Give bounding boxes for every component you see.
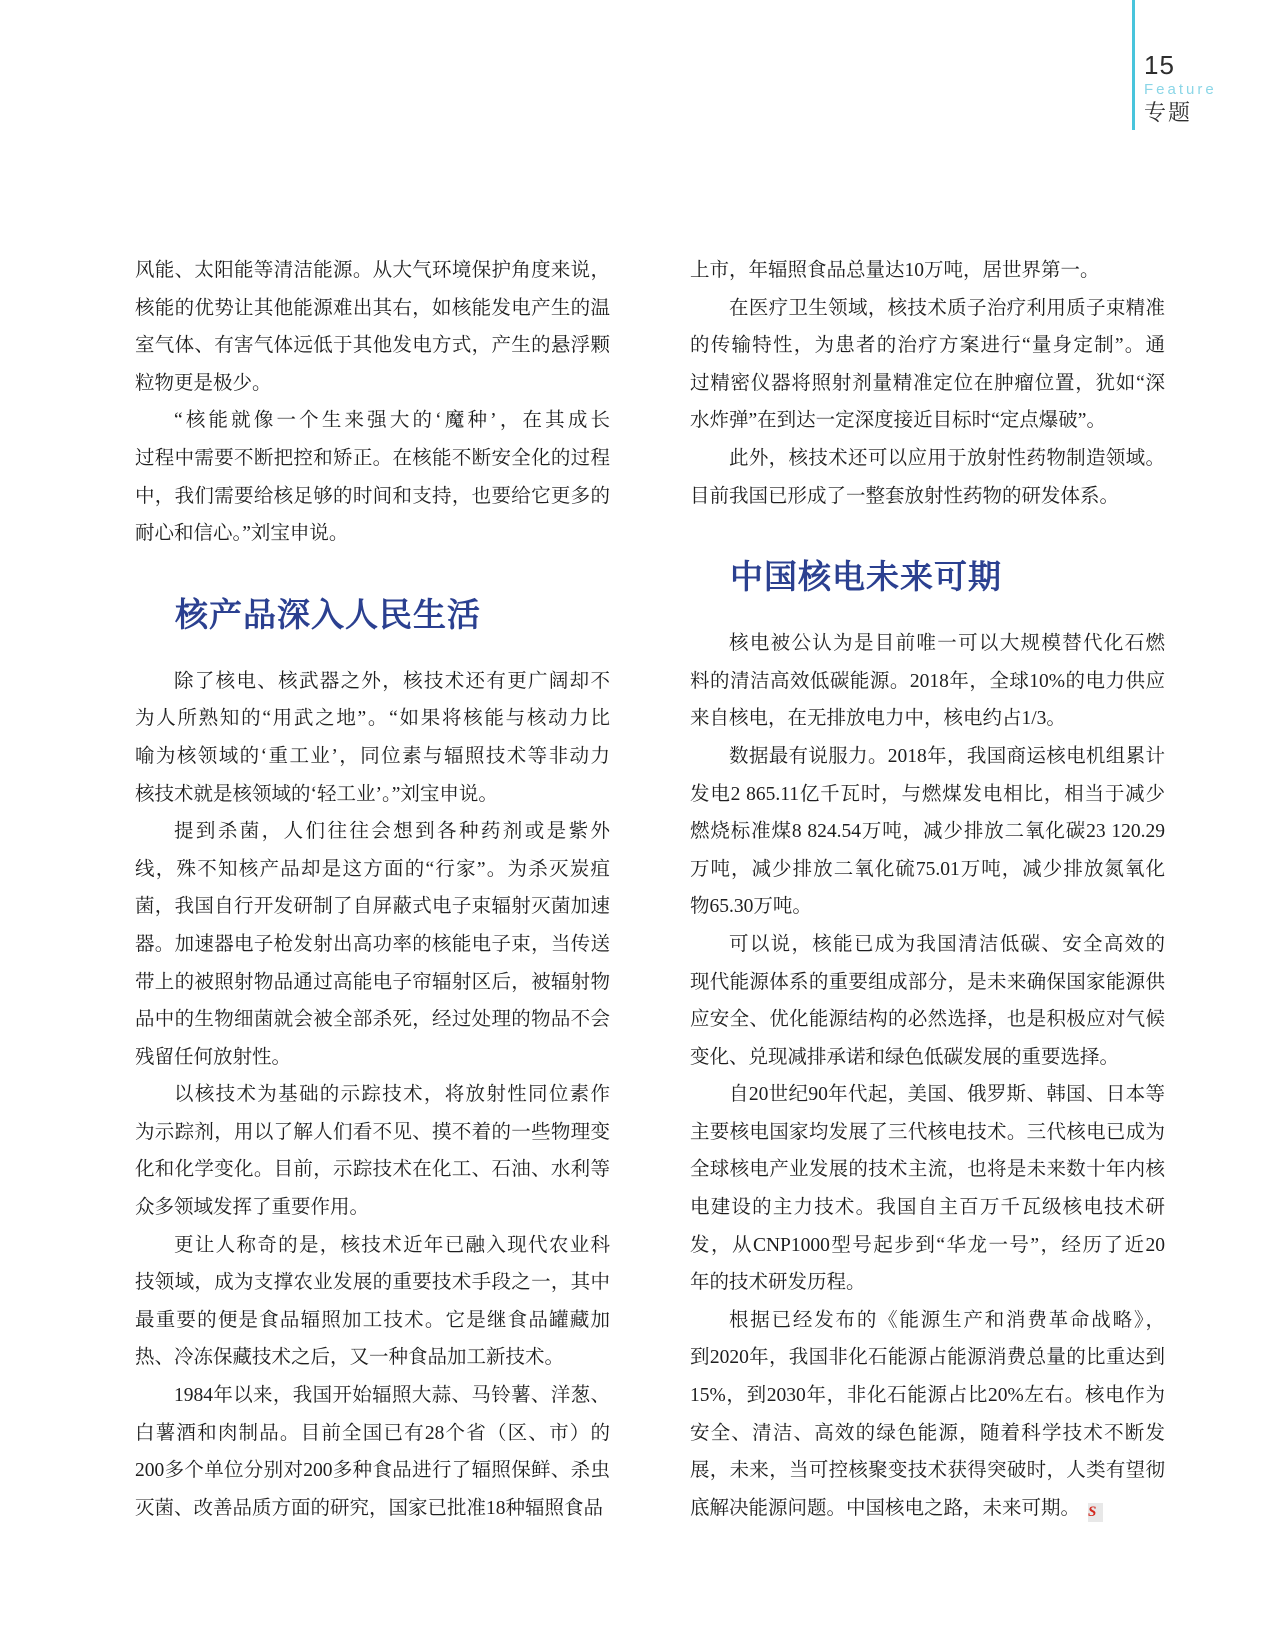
text-line: 可以说，核能已成为我国清洁低碳、安全高效的 bbox=[729, 933, 1165, 955]
paragraph bbox=[690, 252, 1165, 290]
left-column bbox=[135, 252, 610, 1527]
text-line: 除了核电、核武器之外，核技术还有更广阔却不 bbox=[174, 670, 610, 692]
text-line: 室气体、有害气体远低于其他发电方式，产生的悬浮颗 bbox=[135, 335, 610, 357]
text-line: 技领域，成为支撑农业发展的重要技术手段之一，其中 bbox=[135, 1272, 610, 1294]
paragraph bbox=[690, 1302, 1165, 1528]
text-line: 现代能源体系的重要组成部分，是未来确保国家能源供 bbox=[690, 971, 1165, 993]
text-line: 器。加速器电子枪发射出高功率的核能电子束，当传送 bbox=[135, 933, 610, 955]
text-line: 万吨，减少排放二氧化硫75.01万吨，减少排放氮氧化 bbox=[690, 858, 1165, 880]
text-line: 物65.30万吨。 bbox=[690, 896, 812, 918]
text-line: 此外，核技术还可以应用于放射性药物制造领域。 bbox=[729, 447, 1165, 469]
text-line: 热、冷冻保藏技术之后，又一种食品加工新技术。 bbox=[135, 1347, 565, 1369]
text-line: 安全、清洁、高效的绿色能源，随着科学技术不断发 bbox=[690, 1422, 1165, 1444]
section-heading-nuclear-products-in-life: 核产品深入人民生活 bbox=[175, 595, 481, 633]
text-line: 耐心和信心。”刘宝申说。 bbox=[135, 523, 349, 545]
text-line: 数据最有说服力。2018年，我国商运核电机组累计 bbox=[729, 745, 1165, 767]
text-line: 到2020年，我国非化石能源占能源消费总量的比重达到 bbox=[690, 1347, 1165, 1369]
text-line: 应安全、优化能源结构的必然选择，也是积极应对气候 bbox=[690, 1009, 1165, 1031]
text-line: 在医疗卫生领域，核技术质子治疗利用质子束精准 bbox=[729, 297, 1165, 319]
paragraph bbox=[135, 1377, 610, 1527]
paragraph bbox=[135, 813, 610, 1076]
paragraph bbox=[135, 1076, 610, 1226]
text-line: 根据已经发布的《能源生产和消费革命战略》， bbox=[729, 1309, 1165, 1331]
paragraph bbox=[135, 663, 610, 813]
text-line: 残留任何放射性。 bbox=[135, 1046, 292, 1068]
text-line: 中，我们需要给核足够的时间和支持，也要给它更多的 bbox=[135, 485, 610, 507]
text-line: 目前我国已形成了一整套放射性药物的研发体系。 bbox=[690, 485, 1120, 507]
text-line: 更让人称奇的是，核技术近年已融入现代农业科 bbox=[174, 1234, 610, 1256]
text-line: 电建设的主力技术。我国自主百万千瓦级核电技术研 bbox=[690, 1197, 1165, 1219]
text-line: 提到杀菌，人们往往会想到各种药剂或是紫外 bbox=[174, 821, 610, 843]
text-line: 白薯酒和肉制品。目前全国已有28个省（区、市）的 bbox=[135, 1422, 610, 1444]
text-line: 为人所熟知的“用武之地”。“如果将核能与核动力比 bbox=[135, 708, 610, 730]
paragraph bbox=[690, 738, 1165, 926]
text-line: 灭菌、改善品质方面的研究，国家已批准18种辐照食品 bbox=[135, 1497, 604, 1519]
text-line: 最重要的便是食品辐照加工技术。它是继食品罐藏加 bbox=[135, 1309, 610, 1331]
paragraph bbox=[690, 1076, 1165, 1302]
text-line: 粒物更是极少。 bbox=[135, 372, 272, 394]
header-accent-line bbox=[1132, 0, 1135, 130]
text-line: 底解决能源问题。中国核电之路，未来可期。 S bbox=[690, 1490, 1165, 1528]
text-line: 主要核电国家均发展了三代核电技术。三代核电已成为 bbox=[690, 1121, 1165, 1143]
section-label-en: Feature bbox=[1144, 81, 1217, 98]
text-line: 喻为核领域的‘重工业’，同位素与辐照技术等非动力 bbox=[135, 745, 610, 767]
text-line: 水炸弹”在到达一定深度接近目标时“定点爆破”。 bbox=[690, 410, 1106, 432]
text-line: 菌，我国自行开发研制了自屏蔽式电子束辐射灭菌加速 bbox=[135, 896, 610, 918]
text-line: “核能就像一个生来强大的‘魔种’，在其成长 bbox=[174, 410, 610, 432]
paragraph bbox=[690, 440, 1165, 515]
text-line: 核能的优势让其他能源难出其右，如核能发电产生的温 bbox=[135, 297, 610, 319]
paragraph bbox=[690, 290, 1165, 440]
paragraph bbox=[690, 625, 1165, 738]
text-line: 为示踪剂，用以了解人们看不见、摸不着的一些物理变 bbox=[135, 1121, 610, 1143]
text-line: 发，从CNP1000型号起步到“华龙一号”，经历了近20 bbox=[690, 1234, 1165, 1256]
text-line: 自20世纪90年代起，美国、俄罗斯、韩国、日本等 bbox=[729, 1084, 1165, 1106]
text-line: 品中的生物细菌就会被全部杀死，经过处理的物品不会 bbox=[135, 1009, 610, 1031]
page-number: 15 bbox=[1144, 50, 1175, 80]
text-line: 15%，到2030年，非化石能源占比20%左右。核电作为 bbox=[690, 1385, 1165, 1407]
text-line: 以核技术为基础的示踪技术，将放射性同位素作 bbox=[174, 1084, 610, 1106]
page-header bbox=[1144, 50, 1217, 126]
text-line: 料的清洁高效低碳能源。2018年，全球10%的电力供应 bbox=[690, 670, 1165, 692]
text-line: 化和化学变化。目前，示踪技术在化工、石油、水利等 bbox=[135, 1159, 610, 1181]
paragraph bbox=[135, 1227, 610, 1377]
text-line: 的传输特性，为患者的治疗方案进行“量身定制”。通 bbox=[690, 335, 1165, 357]
paragraph bbox=[135, 252, 610, 402]
section-heading-china-nuclear-future: 中国核电未来可期 bbox=[730, 558, 1002, 596]
text-line: 核技术就是核领域的‘轻工业’。”刘宝申说。 bbox=[135, 783, 498, 805]
text-line: 线，殊不知核产品却是这方面的“行家”。为杀灭炭疽 bbox=[135, 858, 610, 880]
text-line: 风能、太阳能等清洁能源。从大气环境保护角度来说， bbox=[135, 260, 610, 281]
article-end-mark-icon: S bbox=[1088, 1503, 1103, 1522]
text-line: 展，未来，当可控核聚变技术获得突破时，人类有望彻 bbox=[690, 1460, 1165, 1482]
text-line: 燃烧标准煤8 824.54万吨，减少排放二氧化碳23 120.29 bbox=[690, 821, 1165, 843]
text-line: 1984年以来，我国开始辐照大蒜、马铃薯、洋葱、 bbox=[174, 1385, 610, 1407]
text-line: 众多领域发挥了重要作用。 bbox=[135, 1197, 370, 1219]
right-column bbox=[690, 252, 1165, 1527]
text-line: 过程中需要不断把控和矫正。在核能不断安全化的过程 bbox=[135, 447, 610, 469]
text-line: 带上的被照射物品通过高能电子帘辐射区后，被辐射物 bbox=[135, 971, 610, 993]
text-line: 来自核电，在无排放电力中，核电约占1/3。 bbox=[690, 708, 1066, 730]
text-line: 变化、兑现减排承诺和绿色低碳发展的重要选择。 bbox=[690, 1046, 1120, 1068]
text-line: 核电被公认为是目前唯一可以大规模替代化石燃 bbox=[729, 633, 1165, 655]
text-line: 全球核电产业发展的技术主流，也将是未来数十年内核 bbox=[690, 1159, 1165, 1181]
paragraph bbox=[135, 402, 610, 552]
text-line: 200多个单位分别对200多种食品进行了辐照保鲜、杀虫 bbox=[135, 1460, 610, 1482]
article-body bbox=[135, 252, 1165, 1527]
text-line: 过精密仪器将照射剂量精准定位在肿瘤位置，犹如“深 bbox=[690, 372, 1165, 394]
text-line: 年的技术研发历程。 bbox=[690, 1272, 866, 1294]
section-label-zh: 专题 bbox=[1144, 100, 1193, 125]
paragraph bbox=[690, 926, 1165, 1076]
text-line: 上市，年辐照食品总量达10万吨，居世界第一。 bbox=[690, 260, 1100, 281]
text-line: 发电2 865.11亿千瓦时，与燃煤发电相比，相当于减少 bbox=[690, 783, 1165, 805]
